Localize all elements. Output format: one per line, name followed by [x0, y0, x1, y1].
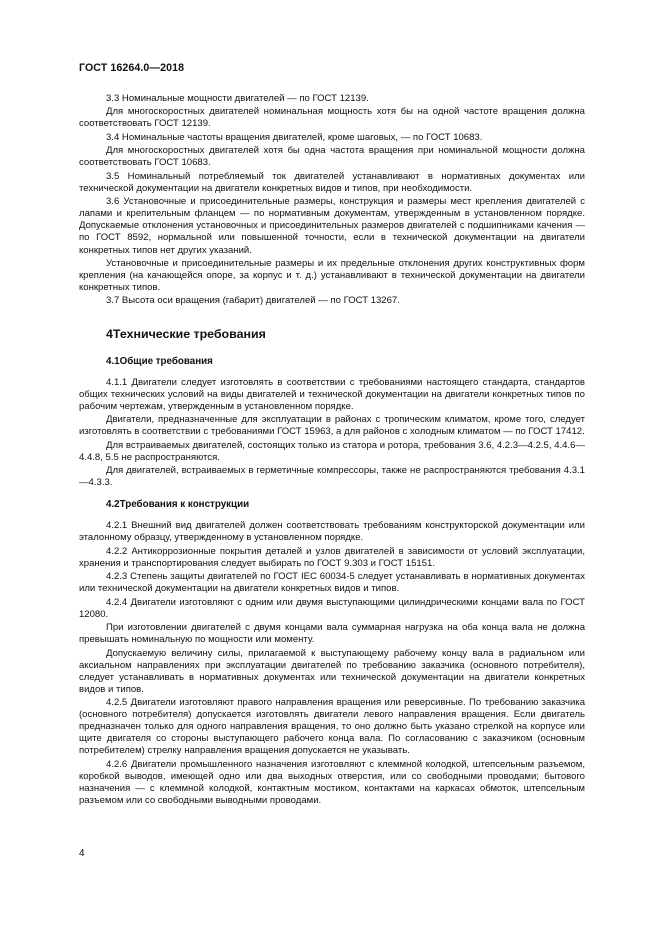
subsection-number: 4.1 — [106, 355, 120, 367]
section-number: 4 — [106, 326, 113, 341]
paragraph: 3.4 Номинальные частоты вращения двигателей, кроме шаговых, — по ГОСТ 10683. — [106, 131, 483, 143]
paragraph: Двигатели, предназначенные для эксплуатации в районах с тропическим климатом, кроме того, следует изготовлять в соответствии с требованиями ГОСТ 15963, а для районов с холодным климатом — по ГОСТ 17412. — [79, 414, 585, 438]
paragraph: 4.2.6 Двигатели промышленного назначения изготовляют с клеммной колодкой, штепсельным разъемом, коробкой выводов, имеющей одно или два выходных отверстия, или со свободными проводами; бытового назначения — с клеммной колодкой, контактным мостиком, контактами на каркасах обмоток, штепсельным разъемом или со свободными выводными проводами. — [79, 758, 585, 806]
section-title: Технические требования — [112, 326, 266, 341]
paragraph: 3.6 Установочные и присоединительные размеры, конструкция и размеры мест крепления двигателей с лапами и крепительным фланцем — по нормативным документам, утвержденным в установленном порядке. Допускаемые отклонения установочных и присоединительных размеров двигателей с подшипниками качения — по ГОСТ 8592, нормальной или повышенной точности, если в технической документации на двигатели конкретных типов нет других указаний. — [79, 196, 585, 256]
subsection-number: 4.2 — [106, 499, 120, 511]
paragraph: При изготовлении двигателей с двумя концами вала суммарная нагрузка на оба конца вала не должна превышать номинальную по мощности или моменту. — [79, 622, 585, 646]
paragraph: Установочные и присоединительные размеры и их предельные отклонения других конструктивных форм крепления (на качающейся опоре, за корпус и т. д.) устанавливают в технической документации на двигатели конкретных типов. — [79, 257, 585, 294]
subsection-title: Требования к конструкции — [119, 499, 250, 511]
paragraph: Для многоскоростных двигателей номинальная мощность хотя бы на одной частоте вращения должна соответствовать ГОСТ 12139. — [79, 106, 585, 130]
paragraph: 4.2.4 Двигатели изготовляют с одним или двумя выступающими цилиндрическими концами вала по ГОСТ 12080. — [79, 596, 585, 620]
paragraph: 3.7 Высота оси вращения (габарит) двигателей — по ГОСТ 13267. — [106, 295, 400, 307]
section-heading — [79, 327, 585, 342]
paragraph: 4.2.2 Антикоррозионные покрытия деталей и узлов двигателей в зависимости от условий эксплуатации, хранения и транспортирования следует выбирать по ГОСТ 9.303 и ГОСТ 15151. — [79, 545, 585, 569]
paragraph: 4.2.3 Степень защиты двигателей по ГОСТ IEC 60034-5 следует устанавливать в нормативных документах или технической документации на двигатели конкретных видов и типов. — [79, 571, 585, 595]
paragraph: Для встраиваемых двигателей, состоящих только из статора и ротора, требования 3.6, 4.2.3—4.2.5, 4.4.6—4.4.8, 5.5 не распространяются. — [79, 439, 585, 463]
subsection-heading — [79, 356, 585, 368]
paragraph: Для многоскоростных двигателей хотя бы одна частота вращения при номинальной мощности должна соответствовать ГОСТ 10683. — [79, 145, 585, 169]
paragraph: 4.2.5 Двигатели изготовляют правого направления вращения или реверсивные. По требованию заказчика (основного потребителя) допускается изготовлять двигатели левого направления вращения. Если двигатель предназначен только для одного направления вращения, то оно должно быть указано стрелкой на корпусе или щите двигателя со стороны выступающего рабочего конца вала. По согласованию с заказчиком (основным потребителем) стрелку направления вращения допускается не указывать. — [79, 697, 585, 757]
paragraph: Для двигателей, встраиваемых в герметичные компрессоры, также не распространяются требования 4.3.1—4.3.3. — [79, 465, 585, 489]
subsection-title: Общие требования — [119, 355, 213, 367]
paragraph: Допускаемую величину силы, прилагаемой к выступающему рабочему концу вала в радиальном или аксиальном направлениях при эксплуатации двигателей по требованию заказчика (основного потребителя), следует устанавливать в нормативных документах или технической документации на двигатели конкретных видов и типов. — [79, 647, 585, 695]
clause-4-1-block — [79, 377, 585, 490]
page-number: 4 — [79, 848, 85, 859]
paragraph: 4.1.1 Двигатели следует изготовлять в соответствии с требованиями настоящего стандарта, стандартов общих технических условий на виды двигателей и технической документации на двигатели конкретных типов по рабочим чертежам, утвержденным в установленном порядке. — [79, 376, 585, 412]
document-code-header: ГОСТ 16264.0—2018 — [79, 62, 185, 74]
paragraph: 3.3 Номинальные мощности двигателей — по ГОСТ 12139. — [106, 93, 369, 104]
clause-4-2-block — [79, 520, 585, 807]
page-body — [79, 93, 585, 807]
paragraph: 3.5 Номинальный потребляемый ток двигателей устанавливают в нормативных документах или технической документации на двигатели конкретных видов и типов, при необходимости. — [79, 170, 585, 194]
clause-3-block — [79, 93, 585, 308]
subsection-heading — [79, 499, 585, 511]
paragraph: 4.2.1 Внешний вид двигателей должен соответствовать требованиям конструкторской документации или эталонному образцу, утвержденному в установленном порядке. — [79, 520, 585, 544]
